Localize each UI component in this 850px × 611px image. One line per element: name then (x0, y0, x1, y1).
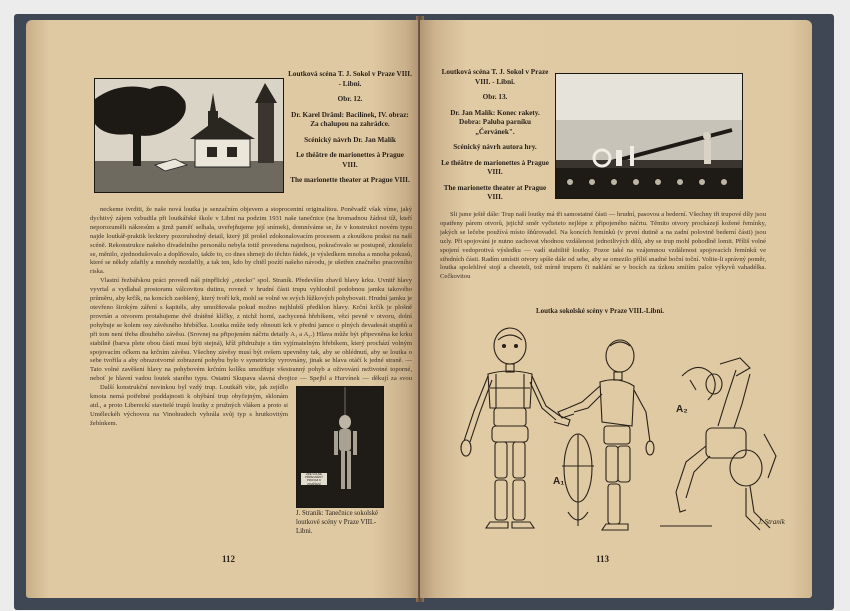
caption-french: Le théâtre de marionettes à Prague VIII. (296, 151, 404, 169)
puppet-construction-diagram (450, 316, 780, 544)
diagram-title: Loutka sokolské scény v Praze VIII.-Libni. (536, 307, 665, 315)
caption-theater: Loutková scéna T. J. Sokol v Praze VIII. - Libni. (288, 70, 412, 88)
page-number-left: 112 (222, 554, 236, 564)
page-number-right: 113 (596, 554, 610, 564)
diagram-signature: J. Straník (758, 518, 785, 526)
photo-sign: ZDE VOLNĚ PŘIPEVNĚNÝ PROVAZ K ZAVĚŠENÍ (304, 473, 324, 485)
right-body-text (440, 211, 766, 299)
photo-caption-dancer: J. Straník: Tanečnice sokolské loutkové scény v Praze VIII.-Libni. (296, 510, 379, 535)
caption-theater: Loutková scéna T. J. Sokol v Praze VIII. - Libni. (441, 68, 549, 86)
caption-author: Dr. Jan Malík: Konec rakety. Dobra: Paluba parníku „Červánek". (450, 108, 540, 136)
caption-english: The marionette theater at Prague VIII. (290, 176, 410, 184)
caption-author: Dr. Karel Dräml: Bacilínek, IV. obraz: Za chalupou na zahrádce. (291, 110, 409, 128)
paragraph: Sli jsme ještě dále: Trup naší loutky má tři samostatné části — hrudní, pasovou a bederní. Všechny tři trupové díly jsou opatřeny párem otvorů, jejichž směr vyčteteto nejlépe z připojeného náčrtu. Těmito otvory procházejí kožené řemínky, jakých se lečebe používá místo šňůrovadel. Na koncích řemínků (v první dutině a na zadní polovině bederní části) jsou uzly. Při spojování je nutno zachovat vhodnou vzdálenost jednotlivých dílů, aby se trup mohl pohodlně lomit. Příliš volné spojení vedoprotivá výsledku — vadí stabilitě loutky. Pozor také na vzájemnou vzdálenost spojovacích řemínků ve středních části. Radím umístit otvory spíše dále od sebe, aby se omezilo příliš snadné boční toční. Volite-li správný poměr, loutka spolehlivé stojí a cheeteli, tož mírně trupem či naklání se v bocích za úzkou smítím palce výkyvů vahadélka. Cečkovitou (440, 211, 766, 281)
left-body-text-top (90, 206, 412, 384)
right-page (420, 20, 812, 598)
caption-english: The marionette theater at Prague VIII. (443, 183, 547, 201)
caption-figure-number: Obr. 13. (482, 93, 508, 101)
paragraph: Vlastní řezbářskou práci provedl náš pinpřlický „otecko" spol. Straník. Především zbavil hlavy krku. Uvnitř hlavy vyvrtal a vydlabal prostoranu válcovitou dutinu, rovnež v hrudní části trupu vyhloubil podobnou jamku takového průměru, aby krčík, na koncích zaoblený, který tvoří krk, mohl se volně ve svých lůžkových pohybovati. Hrudní jamku je otevřeno širokým záření s kapitéls, aby umožňovala pokud možno nejhlubší předklon hlavy. Krční krčík je plošně provrtán a otvorem protahujeme dvě drátěné klíčky, z nichž horní, zachycená hřebíkem, vězí pevně v otvoru, dolní pohybuje se kolem osy závěsného hřebíčku. Loutka může tedy ohnouti krk v přední jamce o plných devadesát stupňů a při tom není třeba dlouhého závěsu. (Srovnej na připojeném náčrtu detaily A₁ a A₂.) Hlava může být připevněna ke krku stabilně (barva plete obou částí musí býti stejná), kříž přidružuje s tím vyjímatelným hřebíkem, který prochází volným spojovacím očkem na krčním závěsu. Všechny závěsy musí být ovšem upevněny tak, aby se ohlédnutí, aby se loutka o sebe tvořila a aby obrazotvorné zobrazení pohybu bylo v symetricky vyrovnány, jinak se hlava otáčí k jedné straně. — Tato volné zavěšení hlavy na pohybovém krčním kolíku umožňuje všestranný pohyb a oživování neživotné toporné, neboť je hlavní vadou loutek starého typu. Ostatní Skupava slavná dvojice — Spejbl a Hurvínek — děkují za svou (90, 277, 412, 383)
caption-design: Scénický návrh Dr. Jan Malík (304, 135, 396, 144)
diagram-label-a2: A₂ (676, 404, 688, 415)
caption-top-right (440, 68, 550, 209)
caption-figure-number: Obr. 12. (337, 95, 363, 103)
paragraph: Další konstrukční novinkou byl vzdý trup. Loutkáři víte, jak zejídlo kmota nemá potřebné poddajnosti k ohýbání trup obyčejným, sklonám atd., a proto Libereckí stavitelé trupů loutky z pružných vláken a proto si Uměleckéh výchovou na Vinohradech vyhrála svůj typ s hrutkovitým žebínkem. (90, 384, 288, 427)
photo-stage-scene-12 (94, 78, 284, 193)
caption-top-left (288, 70, 412, 192)
diagram-label-a1: A₁ (553, 476, 565, 487)
left-page (26, 20, 418, 598)
caption-design: Scénický návrh autora hry. (453, 143, 537, 151)
caption-french: Le théâtre de marionettes à Prague VIII. (441, 158, 549, 176)
photo-dancer-puppet (296, 386, 384, 508)
paragraph: neckeme tvrditi, že naše nová loutka je senzačním objevem a stoprocentní originalitou. Poněvadž však víme, jaký dychtivý zájem vzbudila při loutkářské škole v Libni na podzim 1931 naše tanečnice (na hromadnou žádost tíž, kteří neporozuměli nákresům a jimž paměť selhala, uveřejňujeme její snímek), domníváme se, že v konstrukci novém typu najde loutkář-praktik lecktery pozoruhodný detail, který již prošel zdokonalovacím procesem a zkouškou praksi na naší scéně. Rekonstrukce našeho divadelního personálu nebyla totiž provedena najednou, pokračovalo se postupně, zkoušelo se, měnilo, zjednodušovalo a doplňovalo, takže to, co dnes shrneji do těchto řádek, je výsledkem mnoha a mnoha pokusů, které se někdy zdařily a mnohdy nezdařily, a tak ten, kdo by chtěl pozítí našeho návodu, je ušetřen značného pracovního riskа. (90, 206, 412, 276)
photo-stage-scene-13 (555, 73, 743, 199)
left-body-text-column (90, 384, 288, 542)
